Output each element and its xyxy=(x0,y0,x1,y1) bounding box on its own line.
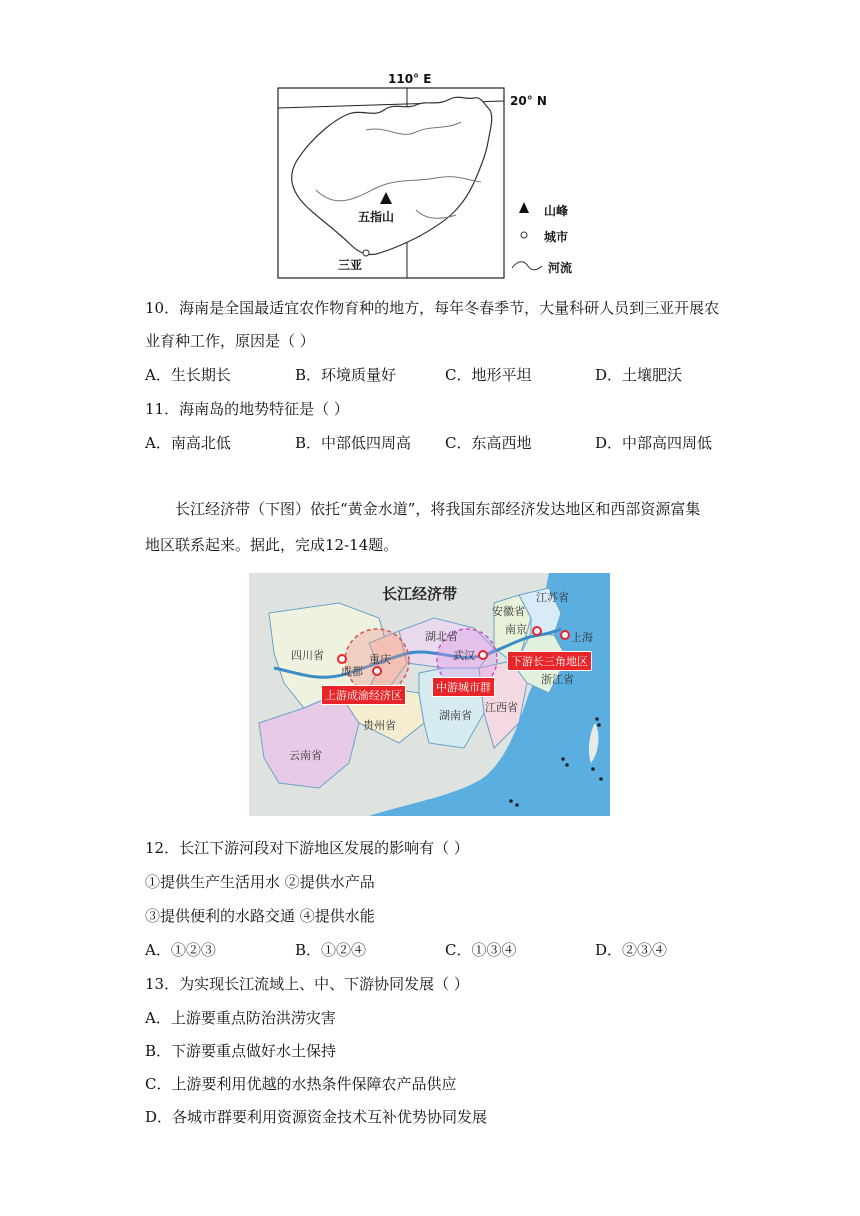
city-chengdu-dot xyxy=(338,655,346,663)
city-chongqing-label: 重庆 xyxy=(369,653,391,666)
q10-option-c[interactable]: C．地形平坦 xyxy=(445,366,532,384)
city-wuhan-dot xyxy=(479,651,487,659)
city-chengdu-label: 成都 xyxy=(341,665,363,678)
province-jiangxi: 江西省 xyxy=(485,701,518,714)
q12-option-a[interactable]: A．①②③ xyxy=(145,941,216,959)
province-guizhou: 贵州省 xyxy=(363,719,396,732)
province-zhejiang: 浙江省 xyxy=(541,673,574,686)
q12-option-b[interactable]: B．①②④ xyxy=(295,941,367,959)
q10-stem-line2: 业育种工作，原因是（ ） xyxy=(145,332,315,350)
q10-stem-line1: 10．海南是全国最适宜农作物育种的地方，每年冬春季节，大量科研人员到三亚开展农 xyxy=(145,299,720,317)
city-chongqing-dot xyxy=(373,667,381,675)
q13-option-b[interactable]: B．下游要重点做好水土保持 xyxy=(145,1042,337,1060)
q10-option-d[interactable]: D．土壤肥沃 xyxy=(595,366,683,384)
legend-city-label: 城市 xyxy=(544,230,569,244)
q11-option-c[interactable]: C．东高西地 xyxy=(445,434,532,452)
q12-option-c[interactable]: C．①③④ xyxy=(445,941,517,959)
yangtze-map-title: 长江经济带 xyxy=(382,585,458,603)
province-sichuan: 四川省 xyxy=(291,649,324,662)
latitude-label: 20° N xyxy=(510,94,547,108)
city-shanghai-label: 上海 xyxy=(571,631,593,644)
province-hubei: 湖北省 xyxy=(425,630,458,643)
hainan-map xyxy=(276,70,586,280)
q10-option-a[interactable]: A．生长期长 xyxy=(145,366,231,384)
q11-stem: 11．海南岛的地势特征是（ ） xyxy=(145,400,349,418)
q12-stem: 12．长江下游河段对下游地区发展的影响有（ ） xyxy=(145,839,469,857)
province-jiangsu: 江苏省 xyxy=(536,591,569,604)
q12-item1: ①提供生产生活用水 ②提供水产品 xyxy=(145,873,375,891)
q13-stem: 13．为实现长江流域上、中、下游协同发展（ ） xyxy=(145,975,469,993)
province-anhui: 安徽省 xyxy=(492,605,525,618)
intro-line1: 长江经济带（下图）依托“黄金水道”，将我国东部经济发达地区和西部资源富集 xyxy=(175,500,701,518)
city-nanjing-dot xyxy=(533,627,541,635)
q13-option-d[interactable]: D．各城市群要利用资源资金技术互补优势协同发展 xyxy=(145,1108,488,1126)
legend-peak-label: 山峰 xyxy=(544,204,569,218)
peak-label: 五指山 xyxy=(358,210,395,224)
q11-option-b[interactable]: B．中部低四周高 xyxy=(295,434,412,452)
city-nanjing-label: 南京 xyxy=(505,623,527,636)
zone-midstream-label: 中游城市群 xyxy=(432,677,495,697)
zone-upstream-label: 上游成渝经济区 xyxy=(321,685,406,705)
q10-option-b[interactable]: B．环境质量好 xyxy=(295,366,397,384)
city-wuhan-label: 武汉 xyxy=(453,649,475,662)
q11-option-a[interactable]: A．南高北低 xyxy=(145,434,231,452)
province-yunnan: 云南省 xyxy=(289,749,322,762)
city-symbol xyxy=(363,250,369,256)
q11-option-d[interactable]: D．中部高四周低 xyxy=(595,434,713,452)
legend-river-label: 河流 xyxy=(548,261,573,275)
q13-option-c[interactable]: C．上游要利用优越的水热条件保障农产品供应 xyxy=(145,1075,457,1093)
q12-item2: ③提供便利的水路交通 ④提供水能 xyxy=(145,907,375,925)
city-label: 三亚 xyxy=(338,258,363,272)
intro-line2: 地区联系起来。据此，完成12-14题。 xyxy=(145,536,399,554)
zone-downstream-label: 下游长三角地区 xyxy=(507,651,592,671)
q12-option-d[interactable]: D．②③④ xyxy=(595,941,668,959)
q13-option-a[interactable]: A．上游要重点防治洪涝灾害 xyxy=(145,1009,336,1027)
province-hunan: 湖南省 xyxy=(439,709,472,722)
city-shanghai-dot xyxy=(561,631,569,639)
yangtze-map xyxy=(249,573,610,816)
longitude-label: 110° E xyxy=(388,72,432,86)
